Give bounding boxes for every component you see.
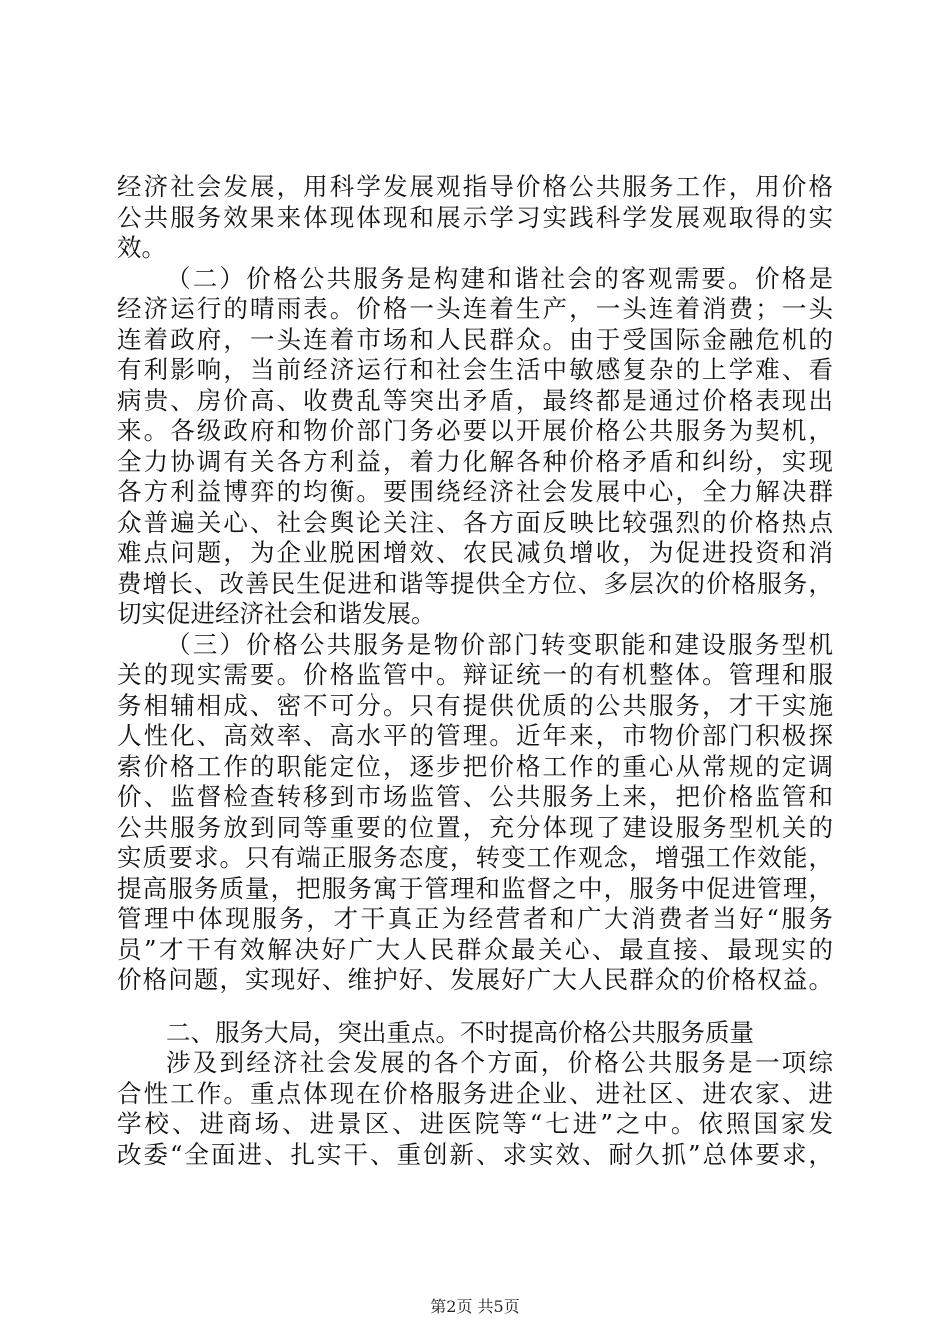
text-line: 员”才干有效解决好广大人民群众最关心、最直接、最现实的: [117, 934, 833, 964]
text-line: 人性化、高效率、高水平的管理。近年来，市物价部门积极探: [117, 721, 833, 750]
text-line: 索价格工作的职能定位，逐步把价格工作的重心从常规的定调: [117, 751, 833, 781]
section-heading-line: （三）价格公共服务是物价部门转变职能和建设服务型机: [166, 629, 833, 659]
text-line: 价、监督检查转移到市场监管、公共服务上来，把价格监管和: [117, 782, 833, 811]
text-line: 提高服务质量，把服务寓于管理和监督之中，服务中促进管理，: [117, 873, 833, 903]
text-line: 公共服务效果来体现体现和展示学习实践科学发展观取得的实: [117, 202, 833, 232]
text-line: 价格问题，实现好、维护好、发展好广大人民群众的价格权益。: [117, 965, 833, 994]
text-line: 切实促进经济社会和谐发展。: [117, 599, 436, 628]
section-heading-line: 二、服务大局，突出重点。不时提高价格公共服务质量: [166, 1017, 754, 1047]
text-line: 经济社会发展，用科学发展观指导价格公共服务工作，用价格: [117, 172, 833, 201]
body-text: [117, 172, 833, 1170]
text-line: 学校、进商场、进景区、进医院等“七进”之中。依照国家发: [117, 1109, 833, 1138]
text-line: 实质要求。只有端正服务态度，转变工作观念，增强工作效能，: [117, 843, 833, 872]
section-heading-line: （二）价格公共服务是构建和谐社会的客观需要。价格是: [166, 263, 833, 293]
page-number: 第2页 共5页: [430, 1297, 520, 1316]
text-line: 全力协调有关各方利益，着力化解各种价格矛盾和纠纷，实现: [117, 446, 833, 476]
text-line: 费增长、改善民生促进和谐等提供全方位、多层次的价格服务，: [117, 568, 833, 598]
text-line: 涉及到经济社会发展的各个方面，价格公共服务是一项综: [166, 1048, 833, 1077]
text-line: 各方利益博弈的均衡。要围绕经济社会发展中心，全力解决群: [117, 477, 833, 506]
text-line: 公共服务放到同等重要的位置，充分体现了建设服务型机关的: [117, 812, 833, 842]
text-line: 病贵、房价高、收费乱等突出矛盾，最终都是通过价格表现出: [117, 385, 833, 415]
text-line: 效。: [117, 233, 166, 262]
text-line: 合性工作。重点体现在价格服务进企业、进社区、进农家、进: [117, 1078, 833, 1108]
text-line: 众普遍关心、社会舆论关注、各方面反映比较强烈的价格热点: [117, 507, 833, 537]
page-footer: [0, 1294, 950, 1317]
text-line: 来。各级政府和物价部门务必要以开展价格公共服务为契机，: [117, 416, 833, 445]
text-line: 务相辅相成、密不可分。只有提供优质的公共服务，才干实施: [117, 690, 833, 720]
text-line: 连着政府，一头连着市场和人民群众。由于受国际金融危机的: [117, 324, 833, 354]
text-line: 管理中体现服务，才干真正为经营者和广大消费者当好“服务: [117, 904, 833, 933]
text-line: 难点问题，为企业脱困增效、农民减负增收，为促进投资和消: [117, 538, 833, 567]
text-line: 有利影响，当前经济运行和社会生活中敏感复杂的上学难、看: [117, 355, 833, 384]
text-line: 改委“全面进、扎实干、重创新、求实效、耐久抓”总体要求，: [117, 1139, 833, 1169]
text-line: 经济运行的晴雨表。价格一头连着生产，一头连着消费；一头: [117, 294, 833, 323]
text-line: 关的现实需要。价格监管中。辩证统一的有机整体。管理和服: [117, 660, 833, 689]
